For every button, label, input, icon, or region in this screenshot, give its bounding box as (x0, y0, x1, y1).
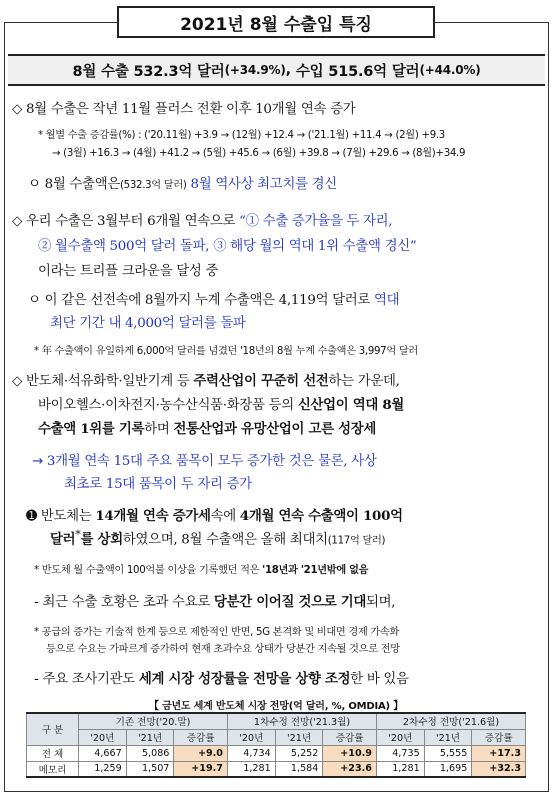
note-monthly-rates-line2: → (3월) +16.3 → (4월) +41.2 → (5월) +45.6 → (6월) +39.8 → (7월) +29.6 → (8월)+34.9 (52, 148, 466, 159)
semiconductor-forecast-table (26, 712, 526, 778)
table-caption: 【 금년도 세계 반도체 시장 전망(억 달러, %, OMDIA) 】 (148, 701, 403, 712)
bullet-cumulative-line2: 최단 기간 내 4,000억 달러를 돌파 (50, 316, 246, 331)
row-label: 메모리 (27, 761, 79, 777)
table-cell: 4,735 (376, 745, 424, 761)
bullet-industries-line2 (38, 394, 404, 413)
column-header: 증감률 (174, 729, 228, 745)
note-emphasis: '18년과 '21년밖에 없음 (262, 565, 369, 576)
bullet-emphasis: 14개월 연속 증가세 (95, 508, 211, 524)
bullet-industries-line1 (12, 370, 400, 389)
bullet-emphasis-2: 전통산업과 유망산업이 고른 성장세 (173, 421, 377, 437)
bullet-emphasis: 8월 역사상 최고치를 경신 (186, 177, 337, 192)
table-cell: 5,555 (424, 745, 472, 761)
growth-rate-cell: +17.3 (472, 745, 526, 761)
number-one-icon: ➊ (26, 509, 37, 524)
table-row (27, 761, 526, 777)
table-cell: 4,667 (79, 745, 127, 761)
footnote-star: * (75, 528, 81, 541)
bullet-demand-outlook (34, 591, 395, 610)
note-semiconductor (34, 561, 368, 576)
bullet-emphasis: 신산업이 역대 8월 (297, 397, 405, 413)
bullet-text-tail: 되며, (366, 595, 396, 610)
title-box (117, 6, 435, 38)
bullet-emphasis: “① 수출 증가율을 두 자리, (239, 214, 393, 229)
growth-rate-cell: +10.9 (323, 745, 377, 761)
bullet-15-items-line2: 최초로 15대 품목이 두 자리 증가 (64, 477, 252, 492)
import-growth: (+44.0%) (419, 63, 481, 77)
circle-bullet-icon: ㅇ (28, 177, 41, 192)
bullet-triple-crown-line2: ② 월수출액 500억 달러 돌파, ③ 해당 월의 역대 1위 수출액 경신” (38, 239, 417, 254)
note-text: * 반도체 월 수출액이 100억불 이상을 기록했던 적은 (34, 565, 263, 576)
table-cell: 1,695 (424, 761, 472, 777)
bullet-monthly-growth (12, 98, 355, 117)
bullet-industries-line3 (38, 418, 376, 437)
growth-rate-cell: +9.0 (174, 745, 228, 761)
import-summary: 수입 515.6억 달러 (295, 63, 420, 80)
bullet-15-items-line1 (32, 450, 376, 469)
table-cell: 1,281 (227, 761, 275, 777)
bullet-triple-crown-line1 (12, 210, 392, 229)
bullet-text: 이 같은 선전속에 8월까지 누계 수출액은 4,119억 달러로 (44, 293, 375, 308)
bullet-emphasis: 세계 시장 성장률을 전망을 상향 조정 (138, 671, 351, 687)
diamond-icon: ◇ (12, 102, 22, 117)
headline-separator: , (285, 62, 296, 78)
bullet-text: 주요 조사기관도 (42, 672, 139, 687)
growth-rate-cell: +23.6 (323, 761, 377, 777)
bullet-text-tail: 하는 가운데, (328, 374, 400, 389)
column-header: '21년 (424, 729, 472, 745)
table-cell: 1,507 (126, 761, 174, 777)
bullet-market-forecast (34, 668, 409, 687)
column-header: '21년 (275, 729, 323, 745)
growth-rate-cell: +32.3 (472, 761, 526, 777)
bullet-text: 하였으며, 8월 수출액은 올해 최대치 (122, 532, 328, 548)
row-label: 전 체 (27, 745, 79, 761)
bullet-record-high (28, 173, 337, 192)
bullet-triple-crown-line3: 이라는 트리플 크라운을 달성 중 (38, 264, 219, 279)
export-summary: 8월 수출 532.3억 달러 (72, 63, 225, 80)
circle-bullet-icon: ㅇ (28, 293, 41, 308)
table-cell: 1,584 (275, 761, 323, 777)
bullet-semiconductor-line2 (50, 528, 385, 547)
note-supply-line2: 등으로 수요는 가파르게 증가하여 현재 초과수요 상태가 당분간 지속될 것으로 전망 (46, 644, 400, 655)
bullet-emphasis: 수출액 1위를 기록 (38, 421, 145, 437)
arrow-right-icon: → (32, 454, 43, 469)
bullet-emphasis: 당분간 이어질 것으로 기대 (213, 594, 366, 610)
note-supply-line1: * 공급의 증가는 기술적 한계 등으로 제한적인 반면, 5G 본격화 및 비대면 경제 가속화 (34, 627, 400, 638)
bullet-text: 반도체·석유화학·일반기계 등 (25, 374, 194, 389)
page-title: 2021년 8월 수출입 특징 (180, 14, 372, 35)
bullet-emphasis: 달러 (50, 531, 76, 548)
note-cumulative: * 年 수출액이 유일하게 6,000억 달러를 넘겼던 '18년의 8월 누계 수출액은 3,997억 달러 (34, 346, 418, 357)
table-cell: 1,259 (79, 761, 127, 777)
bullet-text: 바이오헬스·이차전지·농수산식품·화장품 등의 (38, 398, 298, 413)
bullet-text: 우리 수출은 3월부터 6개월 연속으로 (25, 214, 240, 229)
table-cell: 1,281 (376, 761, 424, 777)
bullet-text: 반도체는 (40, 509, 96, 524)
headline-summary (8, 54, 545, 86)
bullet-text: 8월 수출은 작년 11월 플러스 전환 이후 10개월 연속 증가 (25, 102, 356, 117)
table-cell: 4,734 (227, 745, 275, 761)
diamond-icon: ◇ (12, 214, 22, 229)
table-cell: 5,086 (126, 745, 174, 761)
bullet-text-mid: 속에 (210, 509, 240, 524)
table-cell: 5,252 (275, 745, 323, 761)
column-header: 증감률 (472, 729, 526, 745)
bullet-text: 3개월 연속 15대 주요 품목이 모두 증가한 것은 물론, 사상 (46, 454, 377, 469)
column-header: '21년 (126, 729, 174, 745)
bullet-emphasis: 주력산업이 꾸준히 선전 (193, 373, 329, 389)
column-group-header: 2차수정 전망('21.6월) (376, 713, 525, 729)
bullet-emphasis-2: 4개월 연속 수출액이 100억 (239, 508, 403, 524)
column-group-header: 1차수정 전망('21.3월) (227, 713, 376, 729)
bullet-emphasis: 역대 (374, 293, 400, 308)
column-header: '20년 (227, 729, 275, 745)
export-growth: (+34.9%) (224, 63, 286, 77)
bullet-semiconductor-line1 (26, 505, 403, 524)
note-monthly-rates-line1: * 월별 수출 증감률(%) : ('20.11월) +3.9 → (12월) +12.4 → ('21.1월) +11.4 → (2월) +9.3 (38, 130, 445, 141)
bullet-text: 8월 수출액은 (44, 177, 120, 192)
bullet-text-tail: 한 바 있음 (350, 672, 409, 687)
table-row (27, 745, 526, 761)
bullet-text: 하며 (144, 422, 174, 437)
bullet-amount: (117억 달러) (327, 535, 386, 547)
table-corner-header: 구 분 (27, 713, 79, 745)
column-header: 증감률 (323, 729, 377, 745)
column-header: '20년 (79, 729, 127, 745)
bullet-text: 최근 수출 호황은 초과 수요로 (42, 595, 214, 610)
growth-rate-cell: +19.7 (174, 761, 228, 777)
dash-bullet-icon: - (34, 672, 39, 687)
column-header: '20년 (376, 729, 424, 745)
bullet-amount: (532.3억 달러) (119, 180, 187, 191)
bullet-cumulative-line1 (28, 289, 399, 308)
diamond-icon: ◇ (12, 374, 22, 389)
dash-bullet-icon: - (34, 595, 39, 610)
column-group-header: 기존 전망('20.말) (79, 713, 228, 729)
bullet-emphasis-2: 를 상회 (80, 531, 123, 548)
